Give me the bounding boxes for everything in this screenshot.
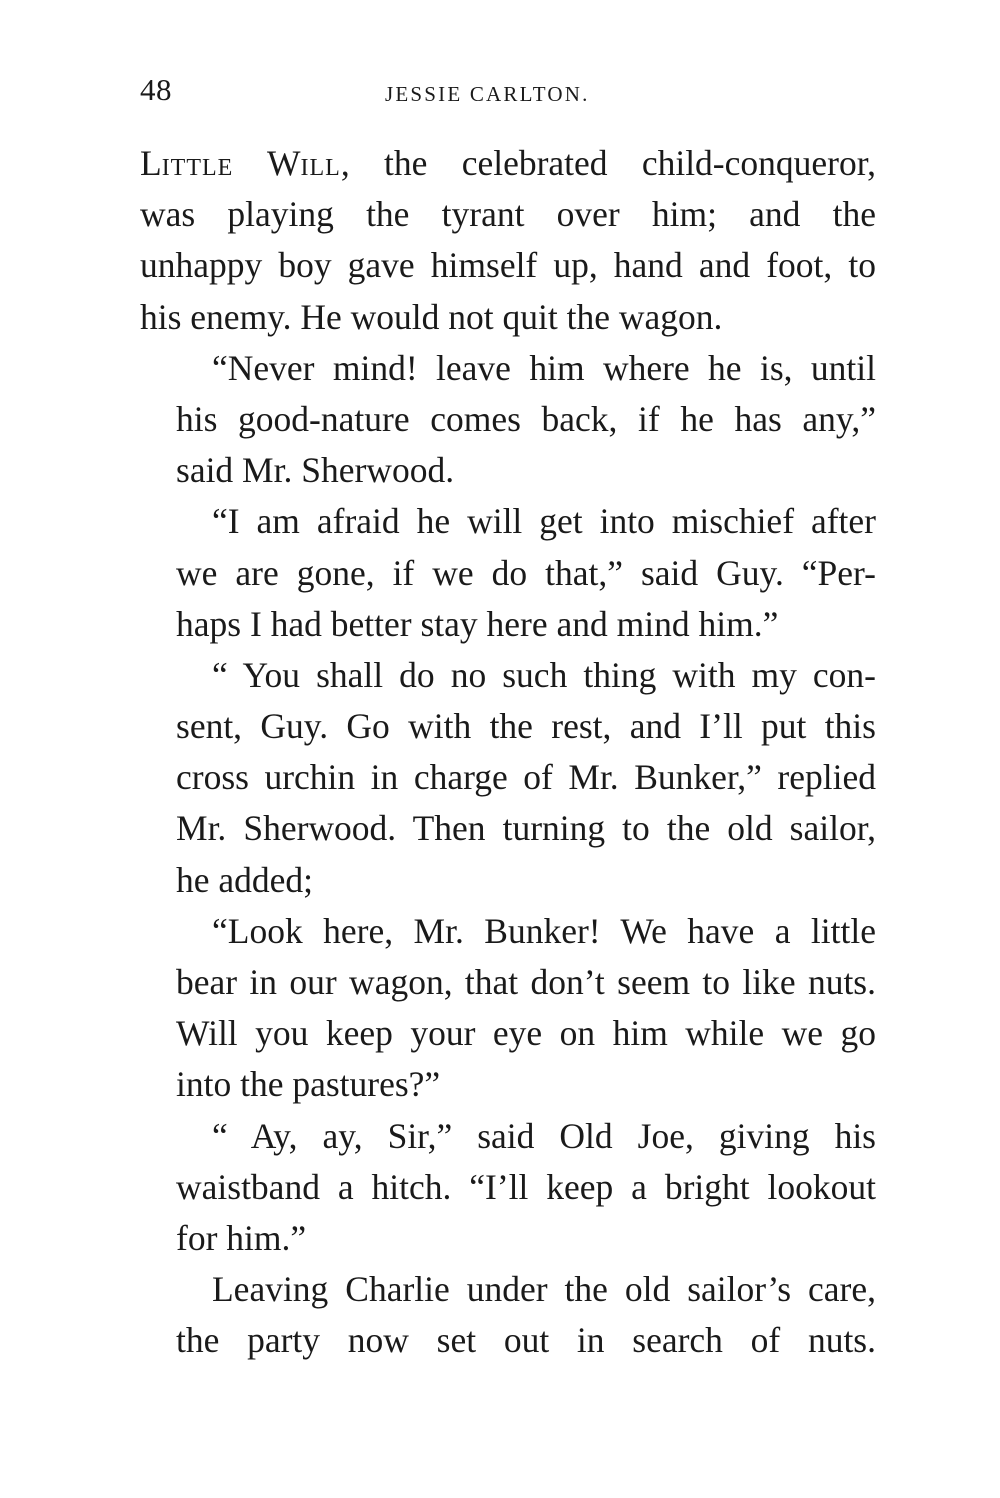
text-line: Mr. Sherwood. Then turning to the old sailor,: [176, 808, 876, 849]
paragraph-2: [140, 343, 876, 497]
text-line: was playing the tyrant over him; and the: [140, 194, 876, 235]
text-line: haps I had better stay here and mind him.”: [176, 603, 779, 644]
text-fragment: “Look here, Mr. Bunker! We have a little: [212, 910, 876, 951]
text-line: [140, 496, 876, 547]
text-line: unhappy boy gave himself up, hand and foot, to: [140, 245, 876, 286]
paragraph-1: [140, 138, 876, 343]
text-line: he added;: [176, 859, 314, 900]
body-text: [140, 138, 876, 1367]
text-fragment: Leaving Charlie under the old sailor’s care,: [212, 1269, 876, 1310]
text-fragment: “Never mind! leave him where he is, until: [212, 347, 876, 388]
text-line: [140, 906, 876, 957]
text-line: said Mr. Sherwood.: [176, 450, 455, 491]
text-line: into the pastures?”: [176, 1064, 441, 1105]
text-line: cross urchin in charge of Mr. Bunker,” replied: [176, 757, 876, 798]
paragraph-5: [140, 906, 876, 1111]
text-line: the party now set out in search of nuts.: [176, 1320, 876, 1361]
small-caps-initial: L: [140, 143, 162, 183]
page-number: 48: [140, 72, 172, 107]
text-line: [140, 138, 876, 189]
paragraph-6: [140, 1111, 876, 1265]
page-header: [140, 72, 876, 112]
running-title: JESSIE CARLTON.: [385, 82, 590, 106]
text-line: waistband a hitch. “I’ll keep a bright lookout: [176, 1166, 876, 1207]
text-line: sent, Guy. Go with the rest, and I’ll put this: [176, 706, 876, 747]
paragraph-3: [140, 496, 876, 650]
text-line: his enemy. He would not quit the wagon.: [140, 296, 723, 337]
text-line: [140, 343, 876, 394]
text-line: his good-nature comes back, if he has any,”: [176, 398, 876, 439]
text-fragment: “ You shall do no such thing with my con-: [212, 654, 876, 695]
small-caps-initial: W: [267, 143, 301, 183]
text-line: bear in our wagon, that don’t seem to like nuts.: [176, 962, 876, 1002]
text-line: [140, 1264, 876, 1315]
text-line: Will you keep your eye on him while we go: [176, 1013, 876, 1054]
text-fragment: , the celebrated child-conqueror,: [340, 143, 876, 183]
text-line: [140, 1111, 876, 1162]
text-line: we are gone, if we do that,” said Guy. “Per-: [176, 552, 876, 593]
text-fragment: “I am afraid he will get into mischief after: [212, 501, 876, 542]
paragraph-7: [140, 1264, 876, 1366]
small-caps-text: ITTLE: [161, 155, 234, 181]
text-line: [140, 650, 876, 701]
text-line: for him.”: [176, 1217, 307, 1258]
paragraph-4: [140, 650, 876, 906]
text-fragment: “ Ay, ay, Sir,” said Old Joe, giving his: [212, 1115, 876, 1156]
small-caps-text: ILL: [300, 155, 341, 181]
